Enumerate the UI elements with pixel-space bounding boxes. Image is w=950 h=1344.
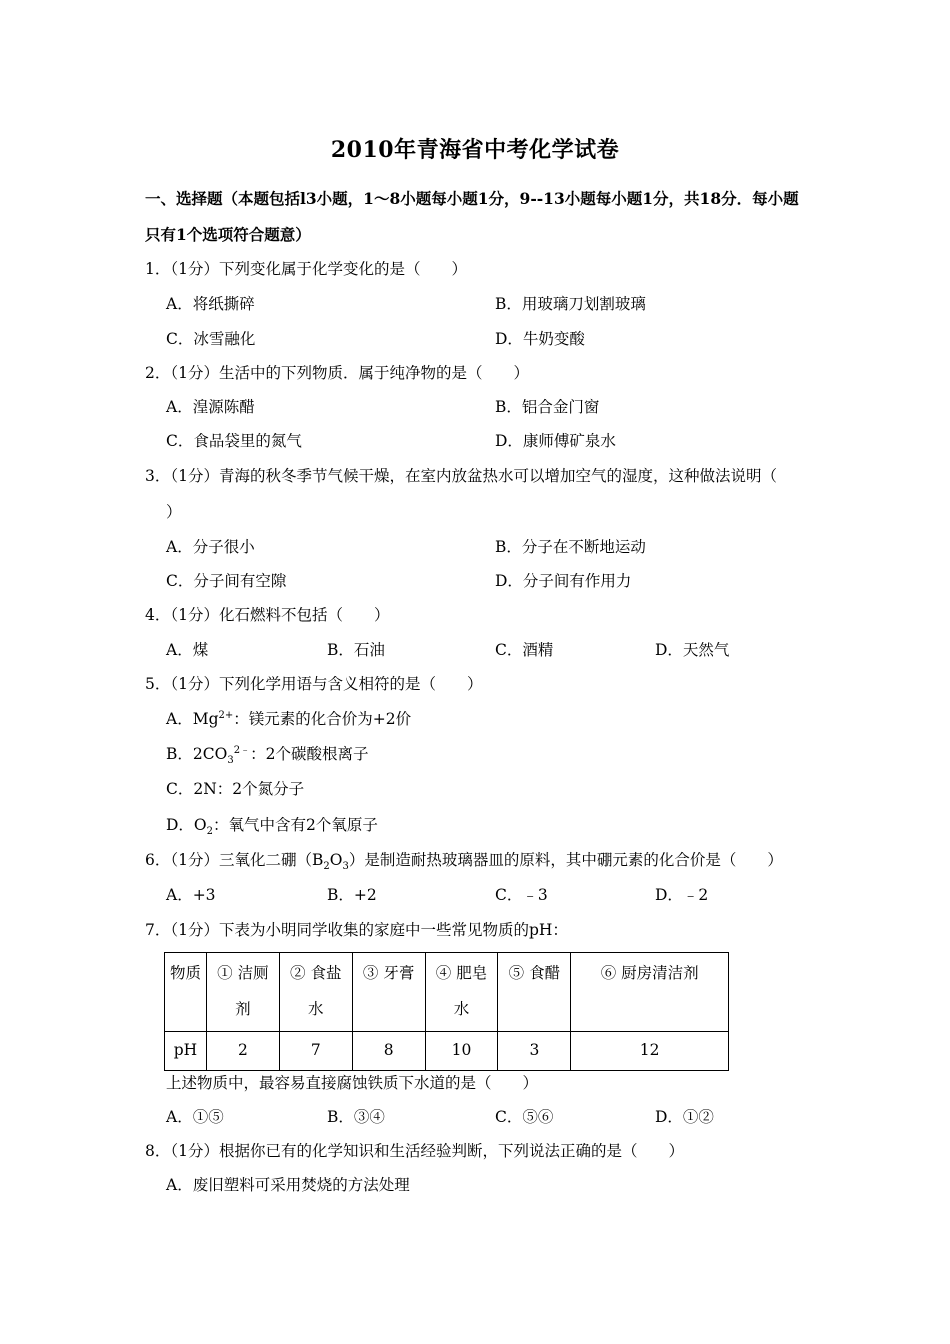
q6-sub1: 2 xyxy=(323,861,330,873)
table-row xyxy=(165,953,729,1032)
q5b-sub: 3 xyxy=(227,755,234,767)
question-1-option-c: C．冰雪融化 xyxy=(166,330,256,348)
question-1-option-a: A．将纸撕碎 xyxy=(166,295,255,313)
question-7-stem: 7．（1分）下表为小明同学收集的家庭中一些常见物质的pH： xyxy=(145,921,568,939)
question-8-option-a: A．废旧塑料可采用焚烧的方法处理 xyxy=(166,1176,410,1194)
table-row xyxy=(165,1032,729,1071)
question-2-option-b: B．铝合金门窗 xyxy=(495,398,600,416)
question-5-stem: 5．（1分）下列化学用语与含义相符的是（ ） xyxy=(145,675,483,693)
q6-post: ）是制造耐热玻璃器皿的原料，其中硼元素的化合价是（ ） xyxy=(348,851,783,869)
q5a-sup: 2+ xyxy=(218,709,234,721)
question-3-option-b: B．分子在不断地运动 xyxy=(495,538,646,556)
q5b-pre: B．2CO xyxy=(166,745,228,763)
table-header-substance: 物质 xyxy=(165,953,207,1032)
ph-table xyxy=(164,952,729,1071)
question-3-option-c: C．分子间有空隙 xyxy=(166,572,287,590)
question-6-stem xyxy=(145,850,783,873)
q5d-pre: D．O xyxy=(166,816,207,834)
question-2-stem: 2．（1分）生活中的下列物质．属于纯净物的是（ ） xyxy=(145,364,529,382)
table-cell: 8 xyxy=(352,1032,425,1071)
question-1-option-d: D．牛奶变酸 xyxy=(495,330,585,348)
q6-sub2: 3 xyxy=(342,861,349,873)
question-7-option-d: D．①② xyxy=(655,1108,714,1126)
table-header-kitchen-cleaner: ⑥ 厨房清洁剂 xyxy=(571,953,729,1032)
question-4-stem: 4．（1分）化石燃料不包括（ ） xyxy=(145,606,390,624)
question-1-option-b: B．用玻璃刀划割玻璃 xyxy=(495,295,646,313)
question-4-option-b: B．石油 xyxy=(327,641,385,659)
table-header-vinegar: ⑤ 食醋 xyxy=(498,953,571,1032)
question-4-option-d: D．天然气 xyxy=(655,641,730,659)
table-cell-ph-label: pH xyxy=(165,1032,207,1071)
q6-pre: 6．（1分）三氧化二硼（B xyxy=(145,851,324,869)
table-cell: 3 xyxy=(498,1032,571,1071)
question-7-option-b: B．③④ xyxy=(327,1108,385,1126)
table-cell: 10 xyxy=(425,1032,498,1071)
table-cell: 12 xyxy=(571,1032,729,1071)
question-7-after: 上述物质中，最容易直接腐蚀铁质下水道的是（ ） xyxy=(166,1074,539,1092)
question-1-stem: 1．（1分）下列变化属于化学变化的是（ ） xyxy=(145,260,467,278)
question-3-stem-cont: ） xyxy=(166,503,182,521)
question-5-option-d xyxy=(166,815,378,838)
table-header-salt-water: ② 食盐水 xyxy=(279,953,352,1032)
table-header-toilet-cleaner: ① 洁厕剂 xyxy=(206,953,279,1032)
question-2-option-c: C．食品袋里的氮气 xyxy=(166,432,302,450)
table-cell: 7 xyxy=(279,1032,352,1071)
table-cell: 2 xyxy=(206,1032,279,1071)
page-title: 2010年青海省中考化学试卷 xyxy=(330,137,620,163)
question-3-stem: 3．（1分）青海的秋冬季节气候干燥，在室内放盆热水可以增加空气的湿度，这种做法说明（ xyxy=(145,467,777,485)
section-heading-line1: 一、选择题（本题包括l3小题，1～8小题每小题1分，9--13小题每小题1分，共18分．每小题 xyxy=(145,189,799,208)
q5d-post: ：氧气中含有2个氧原子 xyxy=(213,816,378,834)
q6-mid: O xyxy=(329,851,343,869)
q5d-sub: 2 xyxy=(206,826,214,838)
question-6-option-d: D．﹣2 xyxy=(655,886,709,904)
q5a-pre: A．Mg xyxy=(166,710,219,728)
question-4-option-c: C．酒精 xyxy=(495,641,554,659)
question-6-option-b: B．+2 xyxy=(327,886,377,904)
question-6-option-a: A．+3 xyxy=(166,886,216,904)
question-5-option-c: C．2N：2个氮分子 xyxy=(166,780,305,798)
q5b-post: ：2个碳酸根离子 xyxy=(250,745,369,763)
question-3-option-d: D．分子间有作用力 xyxy=(495,572,632,590)
question-4-option-a: A．煤 xyxy=(166,641,209,659)
q5a-post: ：镁元素的化合价为+2价 xyxy=(233,710,412,728)
question-5-option-a xyxy=(166,709,411,729)
section-heading-line2: 只有1个选项符合题意） xyxy=(145,225,311,244)
question-7-option-a: A．①⑤ xyxy=(166,1108,224,1126)
question-6-option-c: C．﹣3 xyxy=(495,886,548,904)
table-header-toothpaste: ③ 牙膏 xyxy=(352,953,425,1032)
question-2-option-d: D．康师傅矿泉水 xyxy=(495,432,616,450)
question-3-option-a: A．分子很小 xyxy=(166,538,255,556)
question-8-stem: 8．（1分）根据你已有的化学知识和生活经验判断，下列说法正确的是（ ） xyxy=(145,1142,684,1160)
question-7-option-c: C．⑤⑥ xyxy=(495,1108,554,1126)
question-5-option-b xyxy=(166,744,369,767)
question-2-option-a: A．湟源陈醋 xyxy=(166,398,255,416)
q5b-sup: 2﹣ xyxy=(233,744,251,756)
table-header-soap-water: ④ 肥皂水 xyxy=(425,953,498,1032)
